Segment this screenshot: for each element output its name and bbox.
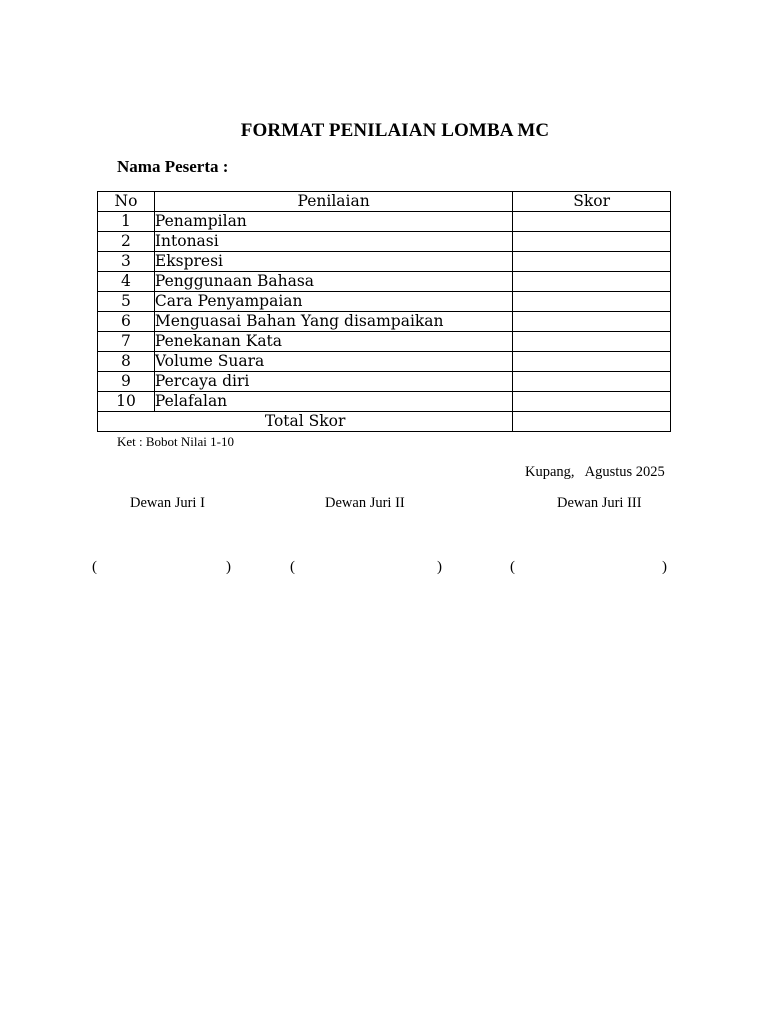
table-row	[98, 372, 671, 392]
place-date: Kupang, Agustus 2025	[525, 464, 665, 480]
row-number: 1	[98, 212, 155, 232]
score-cell[interactable]	[513, 392, 671, 412]
jury-2-signature-close: )	[437, 559, 442, 575]
total-row	[98, 412, 671, 432]
table-row	[98, 252, 671, 272]
jury-2-signature-open: (	[290, 559, 295, 575]
row-number: 5	[98, 292, 155, 312]
header-skor: Skor	[513, 192, 671, 212]
jury-3-signature-close: )	[662, 559, 667, 575]
score-cell[interactable]	[513, 312, 671, 332]
score-cell[interactable]	[513, 212, 671, 232]
header-no: No	[98, 192, 155, 212]
jury-1-signature-close: )	[226, 559, 231, 575]
total-score-label: Total Skor	[98, 412, 513, 432]
document-title: FORMAT PENILAIAN LOMBA MC	[240, 120, 550, 141]
row-number: 9	[98, 372, 155, 392]
table-row	[98, 272, 671, 292]
score-cell[interactable]	[513, 332, 671, 352]
criterion-label: Cara Penyampaian	[154, 292, 512, 312]
score-cell[interactable]	[513, 272, 671, 292]
score-cell[interactable]	[513, 292, 671, 312]
score-cell[interactable]	[513, 372, 671, 392]
row-number: 8	[98, 352, 155, 372]
criterion-label: Penampilan	[154, 212, 512, 232]
score-cell[interactable]	[513, 252, 671, 272]
criterion-label: Menguasai Bahan Yang disampaikan	[154, 312, 512, 332]
total-score-cell[interactable]	[513, 412, 671, 432]
row-number: 10	[98, 392, 155, 412]
table-row	[98, 312, 671, 332]
criterion-label: Ekspresi	[154, 252, 512, 272]
row-number: 4	[98, 272, 155, 292]
weighting-note: Ket : Bobot Nilai 1-10	[117, 434, 234, 449]
criterion-label: Pelafalan	[154, 392, 512, 412]
row-number: 7	[98, 332, 155, 352]
table-row	[98, 212, 671, 232]
table-row	[98, 332, 671, 352]
jury-3-label: Dewan Juri III	[557, 495, 642, 511]
table-row	[98, 352, 671, 372]
participant-name-label: Nama Peserta :	[117, 157, 229, 176]
jury-3-signature-open: (	[510, 559, 515, 575]
criterion-label: Volume Suara	[154, 352, 512, 372]
criterion-label: Penekanan Kata	[154, 332, 512, 352]
score-cell[interactable]	[513, 352, 671, 372]
jury-1-signature-open: (	[92, 559, 97, 575]
criterion-label: Percaya diri	[154, 372, 512, 392]
row-number: 2	[98, 232, 155, 252]
jury-2-label: Dewan Juri II	[325, 495, 405, 511]
table-row	[98, 232, 671, 252]
jury-1-label: Dewan Juri I	[130, 495, 205, 511]
score-cell[interactable]	[513, 232, 671, 252]
criterion-label: Penggunaan Bahasa	[154, 272, 512, 292]
header-penilaian: Penilaian	[154, 192, 512, 212]
row-number: 6	[98, 312, 155, 332]
row-number: 3	[98, 252, 155, 272]
criterion-label: Intonasi	[154, 232, 512, 252]
scoring-table	[97, 191, 671, 432]
table-header-row	[98, 192, 671, 212]
table-row	[98, 292, 671, 312]
table-row	[98, 392, 671, 412]
